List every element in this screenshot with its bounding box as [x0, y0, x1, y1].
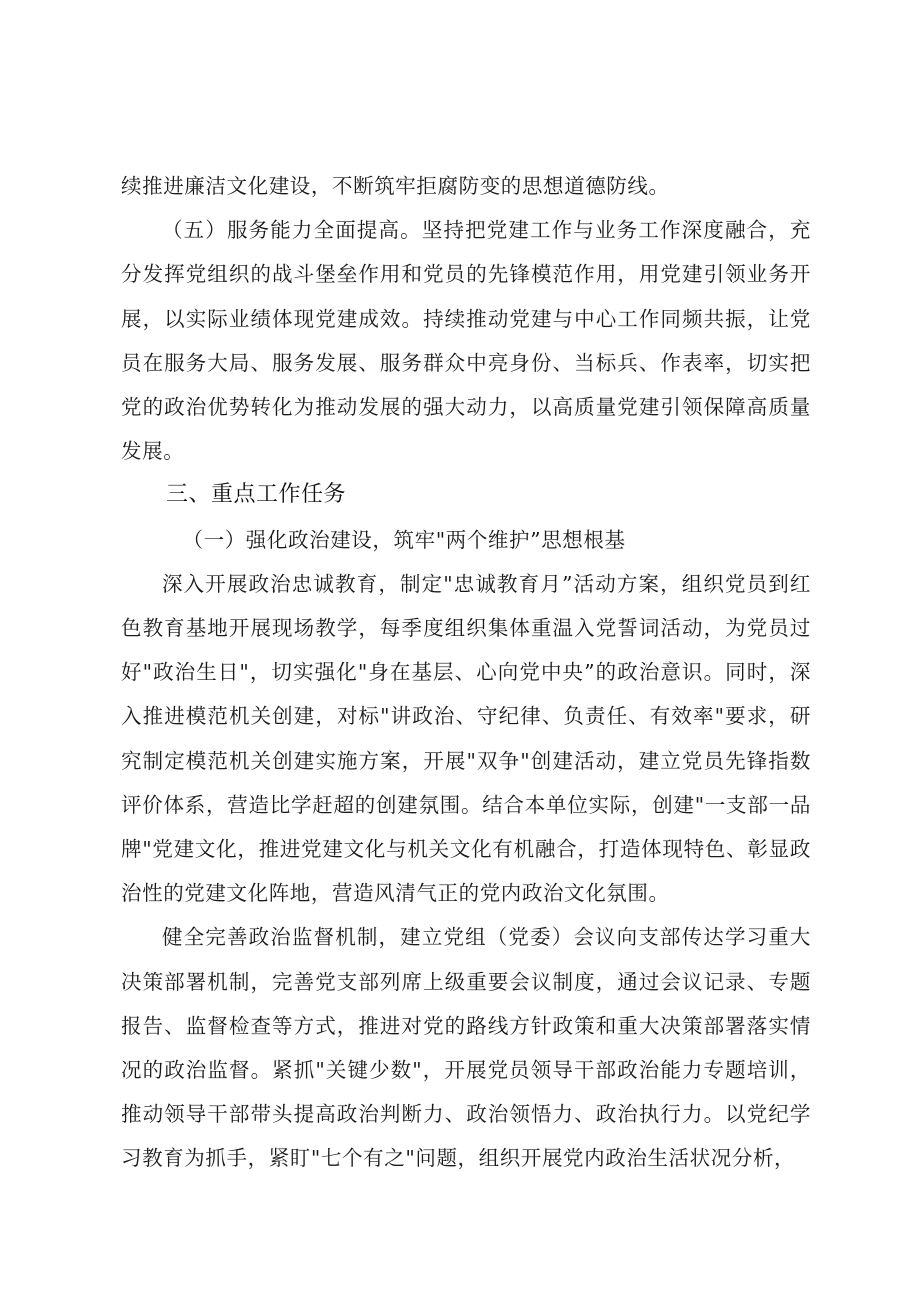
section-heading-key-tasks: 三、重点工作任务	[166, 482, 347, 508]
paragraph-political-supervision: 健全完善政治监督机制，建立党组（党委）会议向支部传达学习重大决策部署机制，完善党支部列席上级重要会议制度，通过会议记录、专题报告、监督检查等方式，推进对党的路线方针政策和重大决策部署落实情况的政治监督。紧抓"关键少数"，开展党员领导干部政治能力专题培训，推动领导干部带头提高政治判断力、政治领悟力、政治执行力。以党纪学习教育为抓手，紧盯"七个有之"问题，组织开展党内政治生活状况分析，	[121, 925, 811, 1171]
paragraph-service-capability: （五）服务能力全面提高。坚持把党建工作与业务工作深度融合，充分发挥党组织的战斗堡垒作用和党员的先锋模范作用，用党建引领业务开展，以实际业绩体现党建成效。持续推动党建与中心工作同频共振，让党员在服务大局、服务发展、服务群众中亮身份、当标兵、作表率，切实把党的政治优势转化为推动发展的强大动力，以高质量党建引领保障高质量发展。	[121, 218, 811, 464]
document-body	[121, 164, 811, 1181]
paragraph-continuation: 续推进廉洁文化建设，不断筑牢拒腐防变的思想道德防线。	[121, 174, 670, 198]
subheading-political-construction: （一）强化政治建设，筑牢"两个维护”思想根基	[182, 527, 626, 552]
paragraph-loyalty-education: 深入开展政治忠诚教育，制定"忠诚教育月”活动方案，组织党员到红色教育基地开展现场教学，每季度组织集体重温入党誓词活动，为党员过好"政治生日"，切实强化"身在基层、心向党中央”的政治意识。同时，深入推进模范机关创建，对标"讲政治、守纪律、负责任、有效率"要求，研究制定模范机关创建实施方案，开展"双争"创建活动，建立党员先锋指数评价体系，营造比学赶超的创建氛围。结合本单位实际，创建"一支部一品牌"党建文化，推进党建文化与机关文化有机融合，打造体现特色、彰显政治性的党建文化阵地，营造风清气正的党内政治文化氛围。	[121, 571, 811, 906]
